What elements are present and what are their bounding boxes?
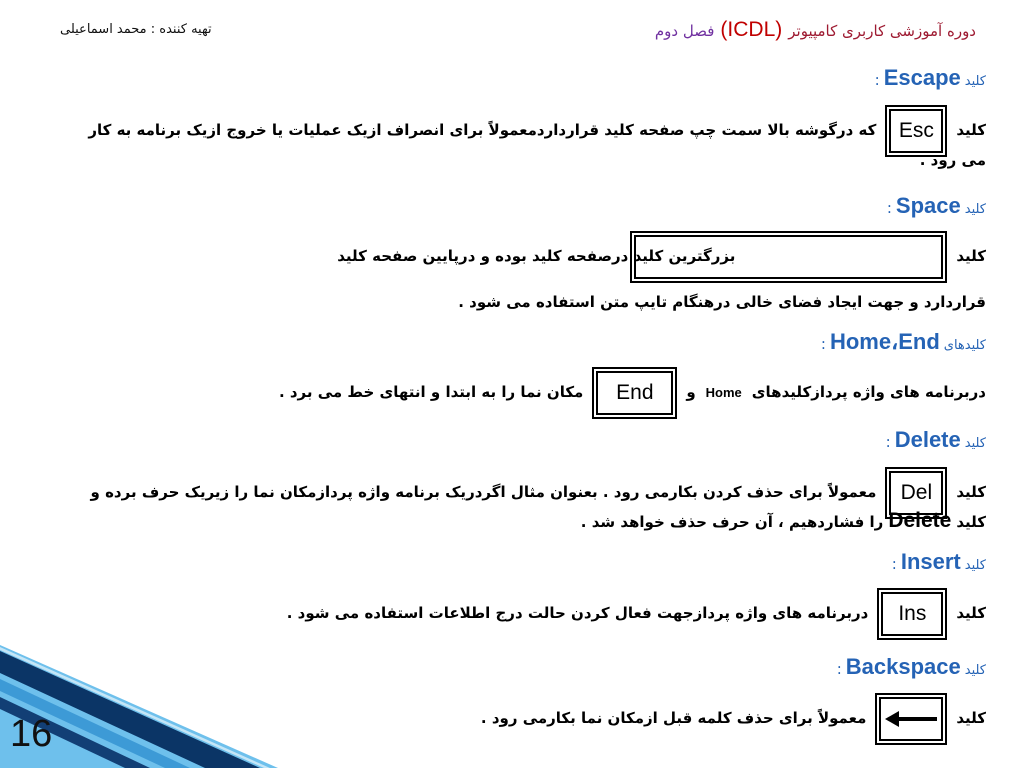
backspace-key-box (875, 693, 947, 745)
heading-key-name: Space (895, 193, 961, 218)
home-key-label: Home (705, 385, 742, 400)
heading-key-name: Delete (894, 427, 961, 452)
conjunction-text: و (686, 383, 696, 401)
heading-key-name: Backspace (845, 654, 961, 679)
course-code: (ICDL) (720, 18, 783, 41)
line-text: کلید (956, 121, 986, 139)
author-credit: تهیه کننده : محمد اسماعیلی (60, 22, 212, 37)
end-key-label: End (616, 380, 654, 404)
line-text: مکان نما را به ابتدا و انتهای خط می برد . (278, 383, 584, 401)
heading-word: کلید (964, 663, 986, 678)
line-text: کلید (956, 604, 986, 622)
heading-colon: : (885, 433, 891, 451)
space-heading (887, 192, 986, 224)
heading-colon: : (886, 199, 892, 217)
line-text: کلید (956, 513, 986, 531)
space-key-box (630, 231, 947, 283)
space-description-line-1 (46, 243, 986, 270)
escape-description-line-1 (46, 117, 986, 144)
home-end-heading (821, 328, 986, 360)
line-text: کلید (956, 709, 986, 727)
insert-description-line (46, 600, 986, 627)
page-number: 16 (10, 713, 53, 755)
line-text: قراردارد و جهت ایجاد فضای خالی درهنگام تایپ متن استفاده می شود . (458, 293, 986, 311)
course-header (655, 16, 976, 45)
heading-word: کلیدهای (943, 338, 986, 353)
line-text: معمولاً برای حذف کلمه قبل ازمکان نما بکارمی رود . (480, 709, 867, 727)
heading-colon: : (836, 660, 842, 678)
line-text: را فشاردهیم ، آن حرف حذف خواهد شد . (580, 513, 884, 531)
line-text: کلید (956, 247, 986, 265)
backspace-arrow-icon (883, 701, 939, 737)
delete-key-name: Delete (888, 509, 952, 532)
esc-key-label: Esc (898, 118, 934, 142)
line-text: می رود . (919, 151, 986, 169)
heading-key-name: Escape (883, 65, 961, 90)
line-text: که درگوشه بالا سمت چپ صفحه کلید قراردارد‌معمولاً برای انصراف ازیک عملیات یا خروج ازیک برنامه به کار (88, 121, 877, 139)
ins-key-label: Ins (898, 601, 927, 625)
heading-key-name: Insert (900, 549, 961, 574)
heading-key-name: Home،End (829, 329, 940, 354)
del-key-label: Del (900, 480, 933, 504)
escape-description-line-2 (46, 147, 986, 173)
line-text: بزرگترین کلید درصفحه کلید بوده و درپایین صفحه کلید (337, 247, 736, 265)
line-text: کلید (956, 483, 986, 501)
heading-word: کلید (964, 74, 986, 89)
home-end-description-line (46, 379, 986, 406)
heading-word: کلید (964, 436, 986, 451)
heading-word: کلید (964, 202, 986, 217)
heading-word: کلید (964, 558, 986, 573)
heading-colon: : (891, 555, 897, 573)
line-text: معمولاً برای حذف کردن بکارمی رود . بعنوان مثال اگردریک برنامه واژه پردازمکان نما را زیریک حرف برده و (90, 483, 877, 501)
course-title: دوره آموزشی کاربری کامپیوتر (788, 22, 976, 40)
line-text: دربرنامه های واژه پردازکلیدهای (751, 383, 986, 401)
delete-heading (886, 426, 986, 458)
ins-key-box (877, 588, 947, 640)
heading-colon: : (874, 71, 880, 89)
heading-colon: : (820, 335, 826, 353)
end-key-box (592, 367, 677, 419)
delete-description-line-1 (46, 479, 986, 506)
backspace-heading (837, 653, 986, 685)
insert-heading (892, 548, 986, 580)
line-text: دربرنامه های واژه پردازجهت فعال کردن حالت درج اطلاعات استفاده می شود . (286, 604, 869, 622)
space-description-line-2 (46, 289, 986, 315)
escape-heading (875, 64, 986, 96)
delete-description-line-2 (46, 508, 986, 535)
chapter-label: فصل دوم (654, 22, 715, 40)
